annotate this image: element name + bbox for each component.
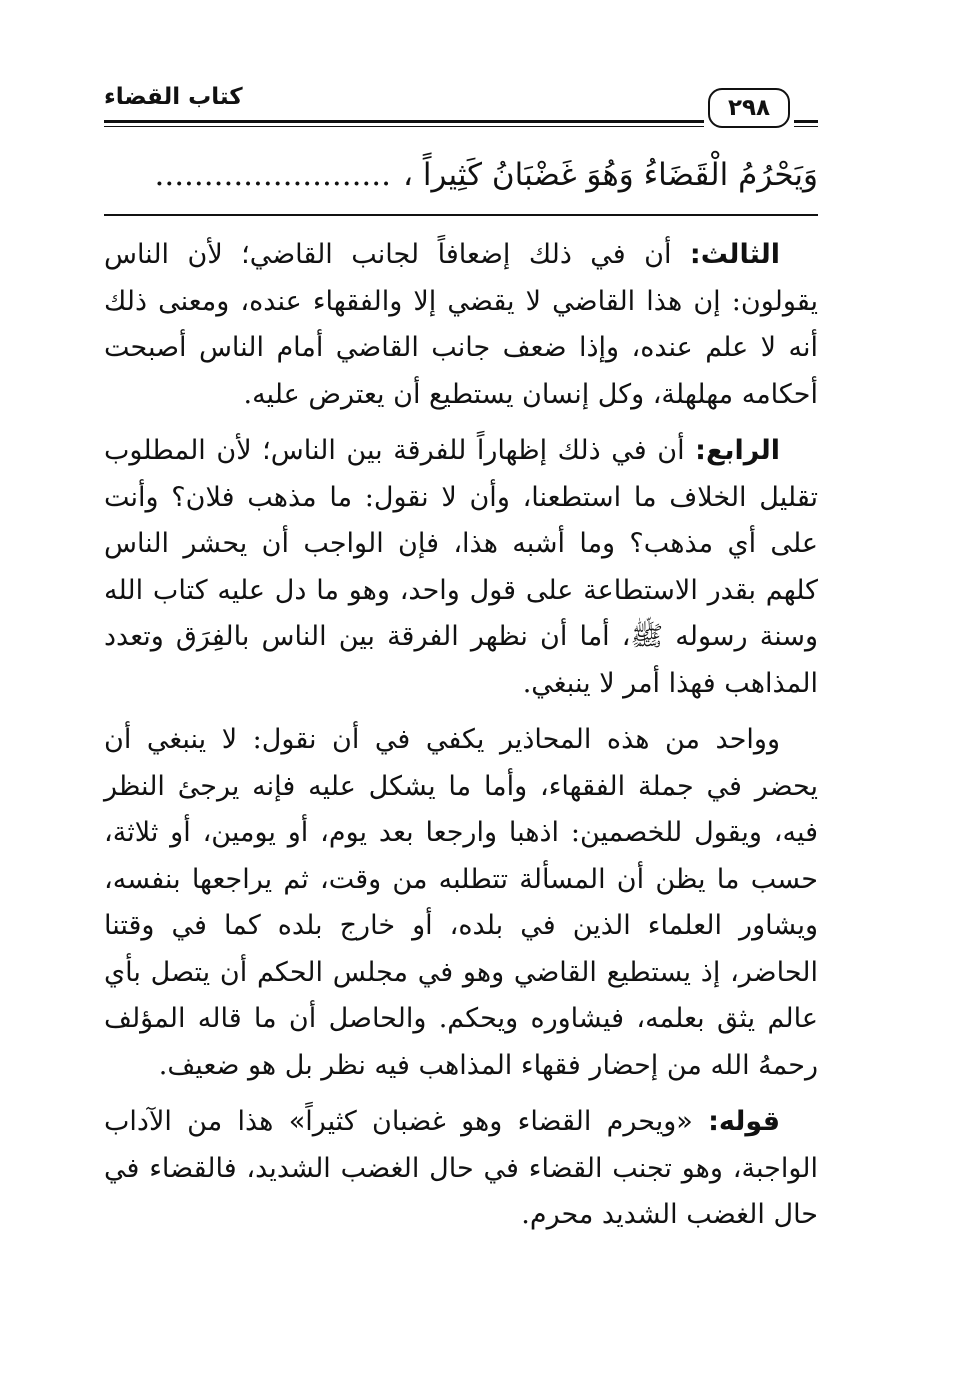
page-header: [104, 76, 818, 136]
paragraph-lead: الرابع:: [695, 435, 780, 466]
paragraph-third: [104, 232, 818, 418]
paragraph-lead: الثالث:: [689, 239, 780, 270]
paragraph-qawluhu: [104, 1099, 818, 1239]
matn-text: وَيَحْرُمُ الْقَضَاءُ وَهُوَ غَضْبَانُ كَثِيراً ،: [402, 157, 818, 193]
commentary-body: [104, 232, 818, 1249]
paragraph-text: هذا من الآداب الواجبة، وهو تجنب القضاء في حال الغضب الشديد، فالقضاء في حال الغضب الشديد محرم.: [104, 1106, 818, 1230]
paragraph-text: وواحد من هذه المحاذير يكفي في أن نقول: لا ينبغي أن يحضر في جملة الفقهاء، وأما ما يشكل عليه فإنه يرجئ النظر فيه، ويقول للخصمين: اذهبا وارجعا بعد يوم، أو يومين، أو ثلاثة، حسب ما يظن أن المسألة تتطلبه من وقت، ثم يراجعها بنفسه، ويشاور العلماء الذين في بلده، أو خارج بلده كما في وقتنا الحاضر، إذ يستطيع القاضي وهو في مجلس الحكم أن يتصل بأي عالم يثق بعلمه، فيشاوره ويحكم. والحاصل أن ما قاله المؤلف رحمهُ الله من إحضار فقهاء المذاهب فيه نظر بل هو ضعيف.: [104, 724, 818, 1081]
running-head-title: كتاب القضاء: [104, 84, 243, 110]
paragraph-lead: قوله:: [708, 1106, 780, 1137]
matn-dots: ........................: [154, 157, 391, 193]
paragraph-conclusion: [104, 717, 818, 1089]
header-rule-right-thin: [794, 126, 818, 127]
header-rule-left: [104, 120, 704, 123]
paragraph-text: أن في ذلك إضعافاً لجانب القاضي؛ لأن الناس يقولون: إن هذا القاضي لا يقضي إلا والفقهاء عنده، ومعنى ذلك أنه لا علم عنده، وإذا ضعف جانب القاضي أمام الناس أصبحت أحكامه مهلهلة، وكل إنسان يستطيع أن يعترض عليه.: [104, 239, 818, 410]
matn-quote: «ويحرم القضاء وهو غضبان كثيراً»: [288, 1106, 709, 1137]
paragraph-fourth: [104, 428, 818, 707]
header-rule-left-thin: [104, 126, 704, 127]
header-rule-right: [794, 120, 818, 123]
page-number: ٢٩٨: [708, 88, 790, 128]
matn-separator: [104, 214, 818, 216]
paragraph-text: أن في ذلك إظهاراً للفرقة بين الناس؛ لأن المطلوب تقليل الخلاف ما استطعنا، وأن لا نقول: ما مذهب فلان؟ وأنت على أي مذهب؟ وما أشبه هذا، فإن الواجب أن يحشر الناس كلهم بقدر الاستطاعة على قول واحد، وهو ما دل عليه كتاب الله وسنة رسوله ﷺ، أما أن نظهر الفرقة بين الناس بالفِرَق وتعدد المذاهب فهذا أمر لا ينبغي.: [104, 435, 818, 699]
matn-line: [104, 150, 818, 200]
